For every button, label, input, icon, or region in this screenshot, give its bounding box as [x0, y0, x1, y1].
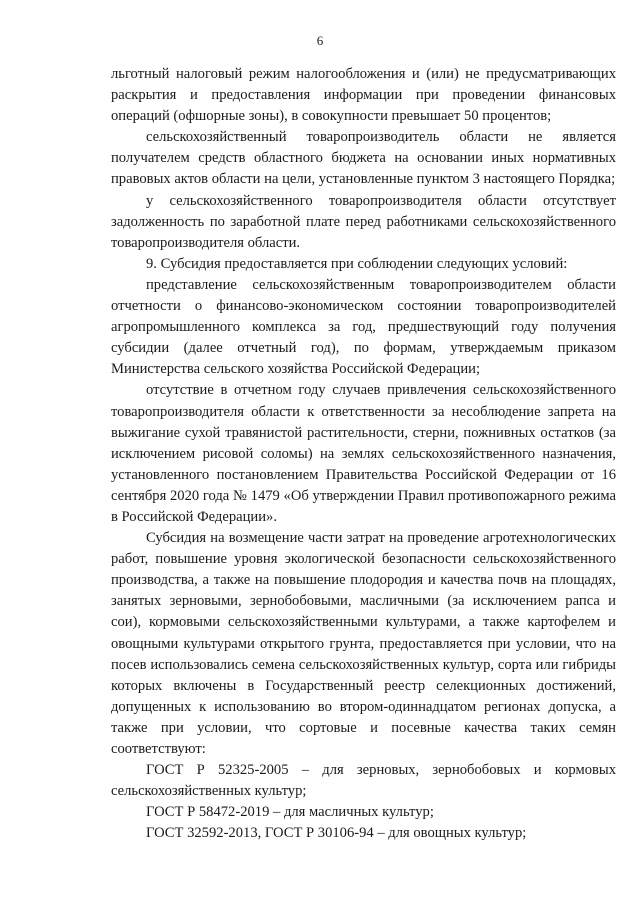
document-body	[111, 64, 616, 844]
paragraph-no-other-budget-funds: сельскохозяйственный товаропроизводитель области не является получателем средств областного бюджета на основании иных нормативных правовых актов области на цели, установленные пунктом 3 настоящего Порядка;	[111, 129, 616, 188]
paragraph-gost-oilseed: ГОСТ Р 58472-2019 – для масличных культур;	[146, 804, 434, 821]
page-number: 6	[316, 33, 324, 48]
paragraph-gost-grain: ГОСТ Р 52325-2005 – для зерновых, зернобобовых и кормовых сельскохозяйственных культур;	[111, 762, 616, 800]
paragraph-no-wage-debt: у сельскохозяйственного товаропроизводителя области отсутствует задолженность по заработной плате перед работниками сельскохозяйственного товаропроизводителя области.	[111, 192, 616, 251]
paragraph-gost-vegetable: ГОСТ 32592-2013, ГОСТ Р 30106-94 – для овощных культур;	[146, 825, 527, 842]
paragraph-section-9-heading: 9. Субсидия предоставляется при соблюдении следующих условий:	[146, 255, 568, 272]
paragraph-no-burning-violations: отсутствие в отчетном году случаев привлечения сельскохозяйственного товаропроизводителя области к ответственности за несоблюдение запрета на выжигание сухой травянистой растительности, стерни, пожнивных остатков (за исключением рисовой соломы) на землях сельскохозяйственного назначения, установленного постановлением Правительства Российской Федерации от 16 сентября 2020 года № 1479 «Об утверждении Правил противопожарного режима в Российской Федерации».	[111, 382, 616, 525]
paragraph-offshore-continuation: льготный налоговый режим налогообложения и (или) не предусматривающих раскрытия и предоставления информации при проведении финансовых операций (офшорные зоны), в совокупности превышает 50 процентов;	[111, 66, 616, 125]
paragraph-reporting-condition: представление сельскохозяйственным товаропроизводителем области отчетности о финансово-экономическом состоянии товаропроизводителей агропромышленного комплекса за год, предшествующий году получения субсидии (далее отчетный год), по формам, утверждаемым приказом Министерства сельского хозяйства Российской Федерации;	[111, 276, 616, 378]
paragraph-seed-condition: Субсидия на возмещение части затрат на проведение агротехнологических работ, повышение уровня экологической безопасности сельскохозяйственного производства, а также на повышение плодородия и качества почв на площадях, занятых зерновыми, зернобобовыми, масличными (за исключением рапса и сои), кормовыми сельскохозяйственными культурами, а также картофелем и овощными культурами открытого грунта, предоставляется при условии, что на посев использовались семена сельскохозяйственных культур, сорта или гибриды которых включены в Государственный реестр селекционных достижений, допущенных к использованию во втором-одиннадцатом регионах допуска, а также при условии, что сортовые и посевные качества таких семян соответствуют:	[111, 530, 616, 757]
